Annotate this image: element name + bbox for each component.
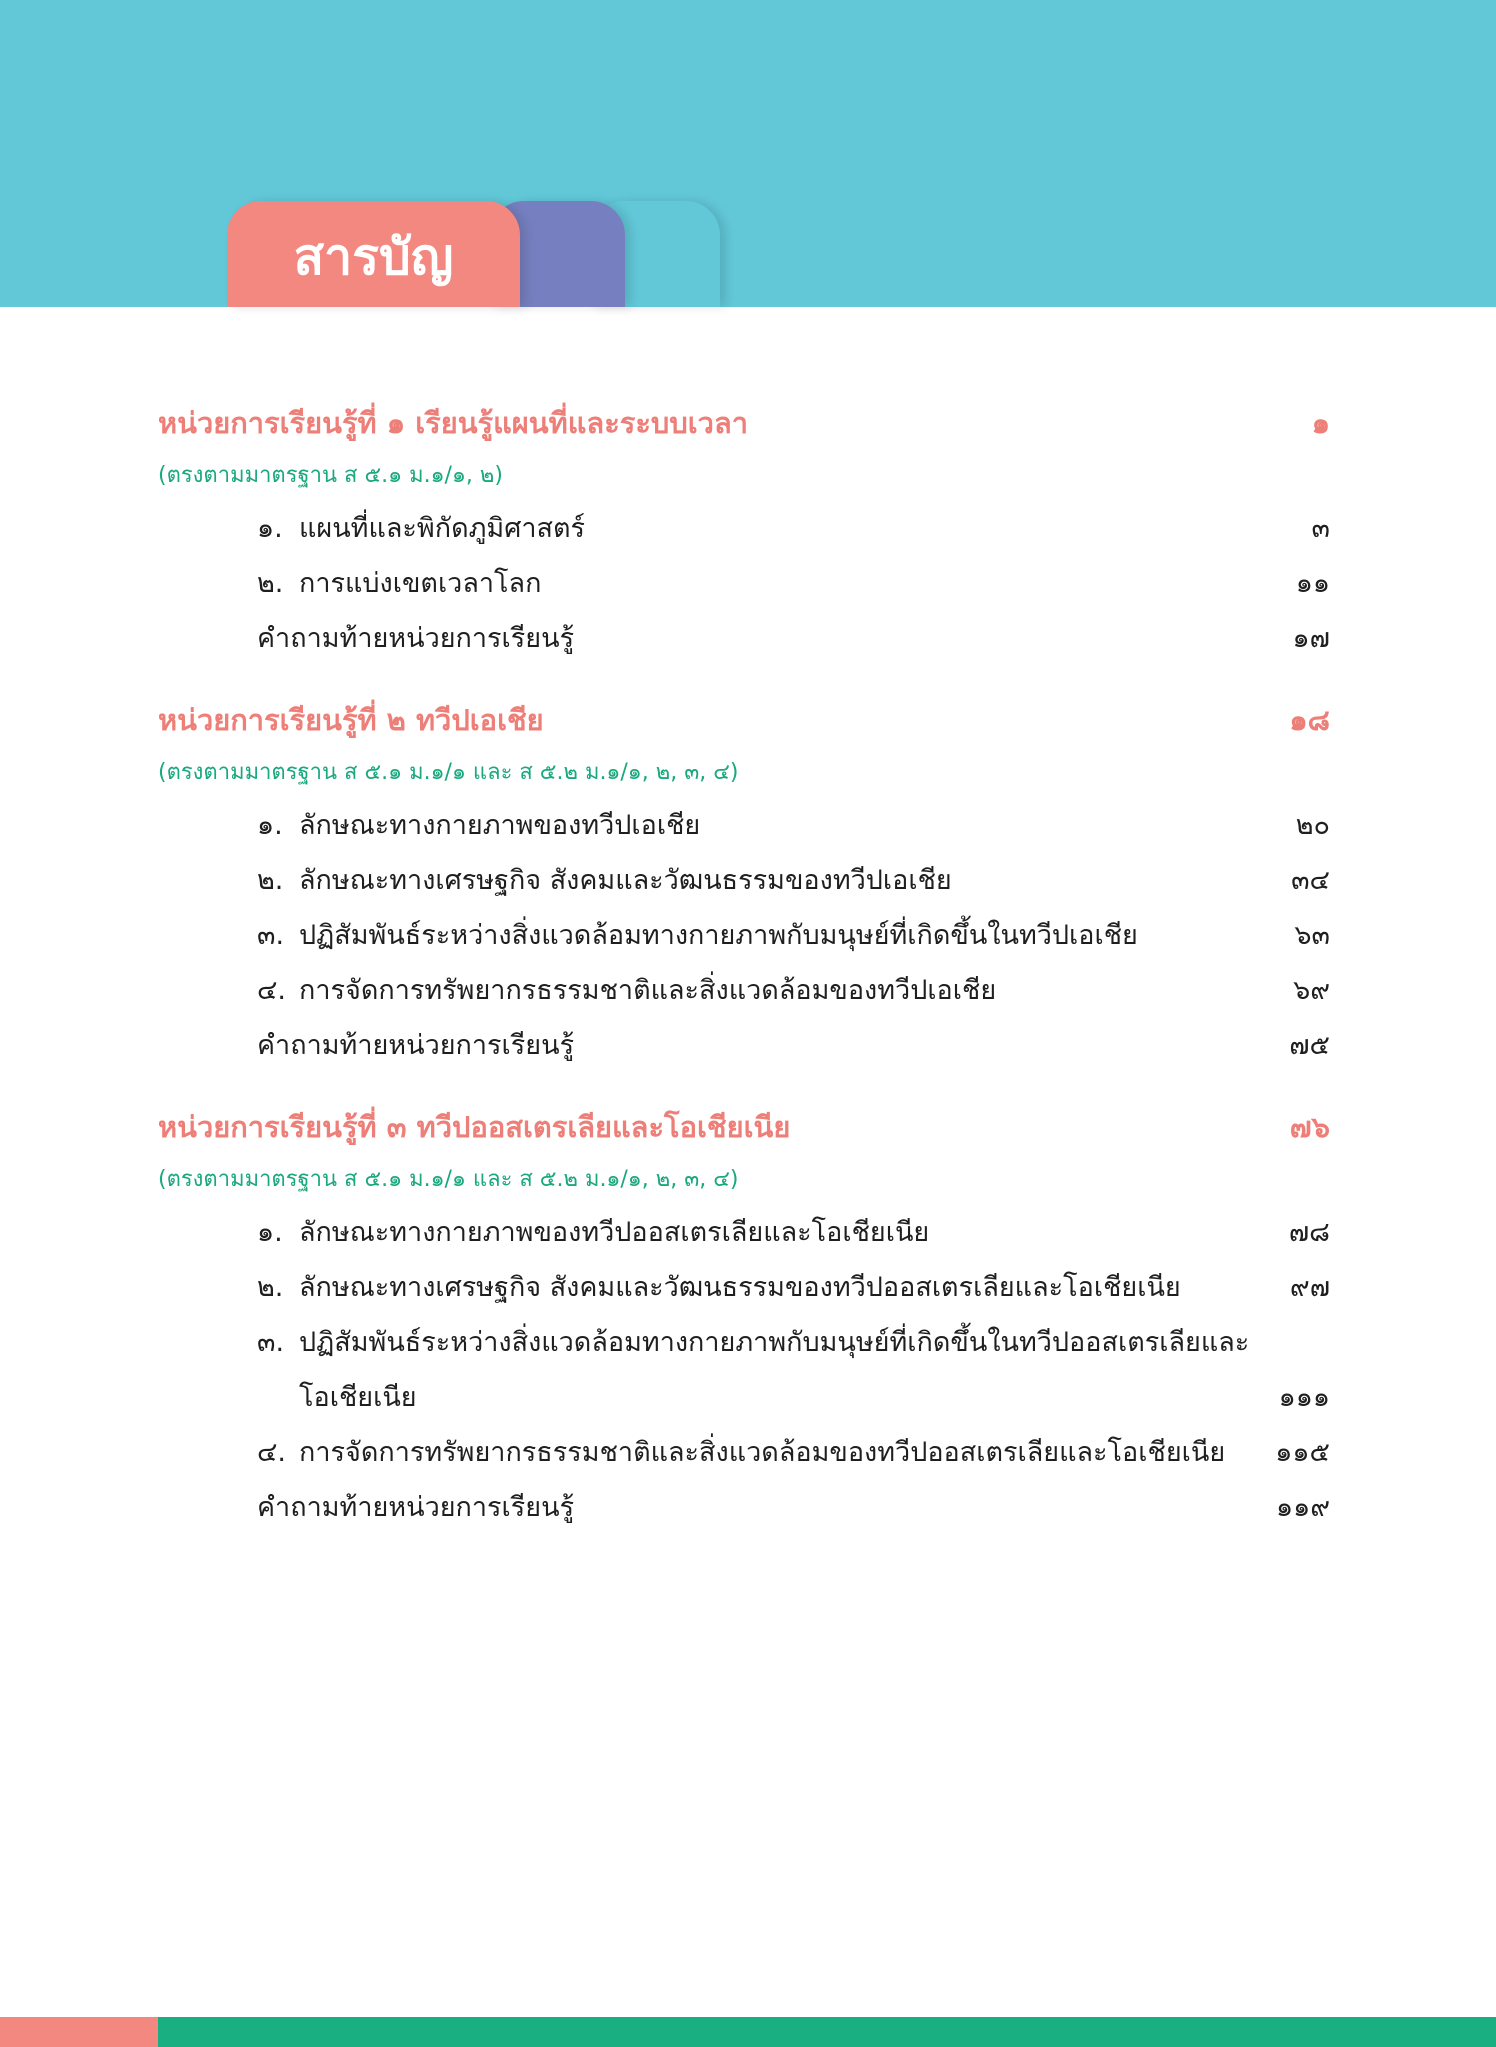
unit-standard: (ตรงตามมาตรฐาน ส ๕.๑ ม.๑/๑, ๒) [158, 463, 503, 488]
entry-title: คำถามท้ายหน่วยการเรียนรู้ [257, 1030, 575, 1061]
toc-entry[interactable] [158, 908, 1330, 963]
entry-page-number: ๓๔ [1291, 865, 1330, 896]
table-of-contents [158, 395, 1330, 1561]
entry-page-number: ๖๓ [1294, 920, 1330, 951]
toc-entry[interactable] [158, 963, 1330, 1018]
unit-heading[interactable] [158, 692, 1330, 748]
unit-page-number: ๗๖ [1289, 1110, 1330, 1144]
entry-number: ๑. [257, 513, 283, 544]
footer-bar-right [158, 2017, 1496, 2047]
header-tab-title [227, 201, 520, 307]
entry-page-number: ๗๘ [1288, 1217, 1330, 1248]
entry-page-number: ๙๗ [1289, 1272, 1330, 1303]
toc-entry-review-questions[interactable] [158, 611, 1330, 666]
toc-entry[interactable] [158, 1205, 1330, 1260]
entry-title: การจัดการทรัพยากรธรรมชาติและสิ่งแวดล้อมของทวีปเอเชีย [299, 975, 997, 1006]
entry-page-number: ๑๑๙ [1275, 1492, 1330, 1523]
toc-entry[interactable] [158, 853, 1330, 908]
entry-page-number: ๑๗ [1292, 623, 1330, 654]
entry-number: ๒. [257, 568, 284, 599]
entry-title: การแบ่งเขตเวลาโลก [299, 568, 542, 599]
toc-entry-review-questions[interactable] [158, 1018, 1330, 1073]
entry-page-number: ๑๑ [1295, 568, 1330, 599]
footer-bar-left [0, 2017, 158, 2047]
unit-title: หน่วยการเรียนรู้ที่ ๒ ทวีปเอเชีย [158, 703, 544, 737]
toc-entry[interactable] [158, 1260, 1330, 1315]
entry-number: ๑. [257, 810, 283, 841]
entry-number: ๓. [257, 1327, 285, 1358]
entry-title: คำถามท้ายหน่วยการเรียนรู้ [257, 623, 575, 654]
entry-number: ๑. [257, 1217, 283, 1248]
toc-entry[interactable] [158, 1315, 1330, 1425]
toc-unit-3 [158, 1099, 1330, 1535]
entry-title: แผนที่และพิกัดภูมิศาสตร์ [299, 513, 586, 544]
toc-entry[interactable] [158, 556, 1330, 611]
entry-number: ๔. [257, 975, 287, 1006]
unit-title: หน่วยการเรียนรู้ที่ ๓ ทวีปออสเตรเลียและโอเชียเนีย [158, 1110, 791, 1144]
toc-entry[interactable] [158, 501, 1330, 556]
unit-title: หน่วยการเรียนรู้ที่ ๑ เรียนรู้แผนที่และระบบเวลา [158, 406, 748, 440]
entry-page-number: ๑๑๑ [1278, 1382, 1330, 1413]
unit-page-number: ๑ [1311, 406, 1330, 440]
header-band [0, 0, 1496, 307]
entry-title: การจัดการทรัพยากรธรรมชาติและสิ่งแวดล้อมของทวีปออสเตรเลียและโอเชียเนีย [299, 1437, 1226, 1468]
entry-number: ๒. [257, 1272, 284, 1303]
entry-title: คำถามท้ายหน่วยการเรียนรู้ [257, 1492, 575, 1523]
entry-title: ลักษณะทางเศรษฐกิจ สังคมและวัฒนธรรมของทวีปออสเตรเลียและโอเชียเนีย [299, 1272, 1181, 1303]
entry-title: ลักษณะทางเศรษฐกิจ สังคมและวัฒนธรรมของทวีปเอเชีย [299, 865, 952, 896]
toc-unit-2 [158, 692, 1330, 1073]
entry-number: ๔. [257, 1437, 287, 1468]
entry-page-number: ๖๙ [1293, 975, 1330, 1006]
entry-title: ลักษณะทางกายภาพของทวีปออสเตรเลียและโอเชียเนีย [299, 1217, 930, 1248]
toc-entry[interactable] [158, 1425, 1330, 1480]
entry-page-number: ๑๑๕ [1275, 1437, 1330, 1468]
entry-title: ลักษณะทางกายภาพของทวีปเอเชีย [299, 810, 701, 841]
toc-unit-1 [158, 395, 1330, 666]
entry-page-number: ๗๕ [1289, 1030, 1330, 1061]
unit-page-number: ๑๘ [1289, 703, 1330, 737]
entry-page-number: ๓ [1311, 513, 1330, 544]
entry-title: ปฏิสัมพันธ์ระหว่างสิ่งแวดล้อมทางกายภาพกับมนุษย์ที่เกิดขึ้นในทวีปเอเชีย [299, 920, 1138, 951]
entry-page-number: ๒๐ [1295, 810, 1330, 841]
unit-standard: (ตรงตามมาตรฐาน ส ๕.๑ ม.๑/๑ และ ส ๕.๒ ม.๑/๑, ๒, ๓, ๔) [158, 1167, 739, 1192]
entry-title: ปฏิสัมพันธ์ระหว่างสิ่งแวดล้อมทางกายภาพกับมนุษย์ที่เกิดขึ้นในทวีปออสเตรเลียและโอเชียเนีย [299, 1327, 1250, 1413]
toc-entry[interactable] [158, 798, 1330, 853]
entry-number: ๒. [257, 865, 284, 896]
unit-heading[interactable] [158, 1099, 1330, 1155]
toc-entry-review-questions[interactable] [158, 1480, 1330, 1535]
unit-standard: (ตรงตามมาตรฐาน ส ๕.๑ ม.๑/๑ และ ส ๕.๒ ม.๑/๑, ๒, ๓, ๔) [158, 760, 739, 785]
unit-heading[interactable] [158, 395, 1330, 451]
page-title: สารบัญ [293, 227, 454, 286]
entry-number: ๓. [257, 920, 285, 951]
